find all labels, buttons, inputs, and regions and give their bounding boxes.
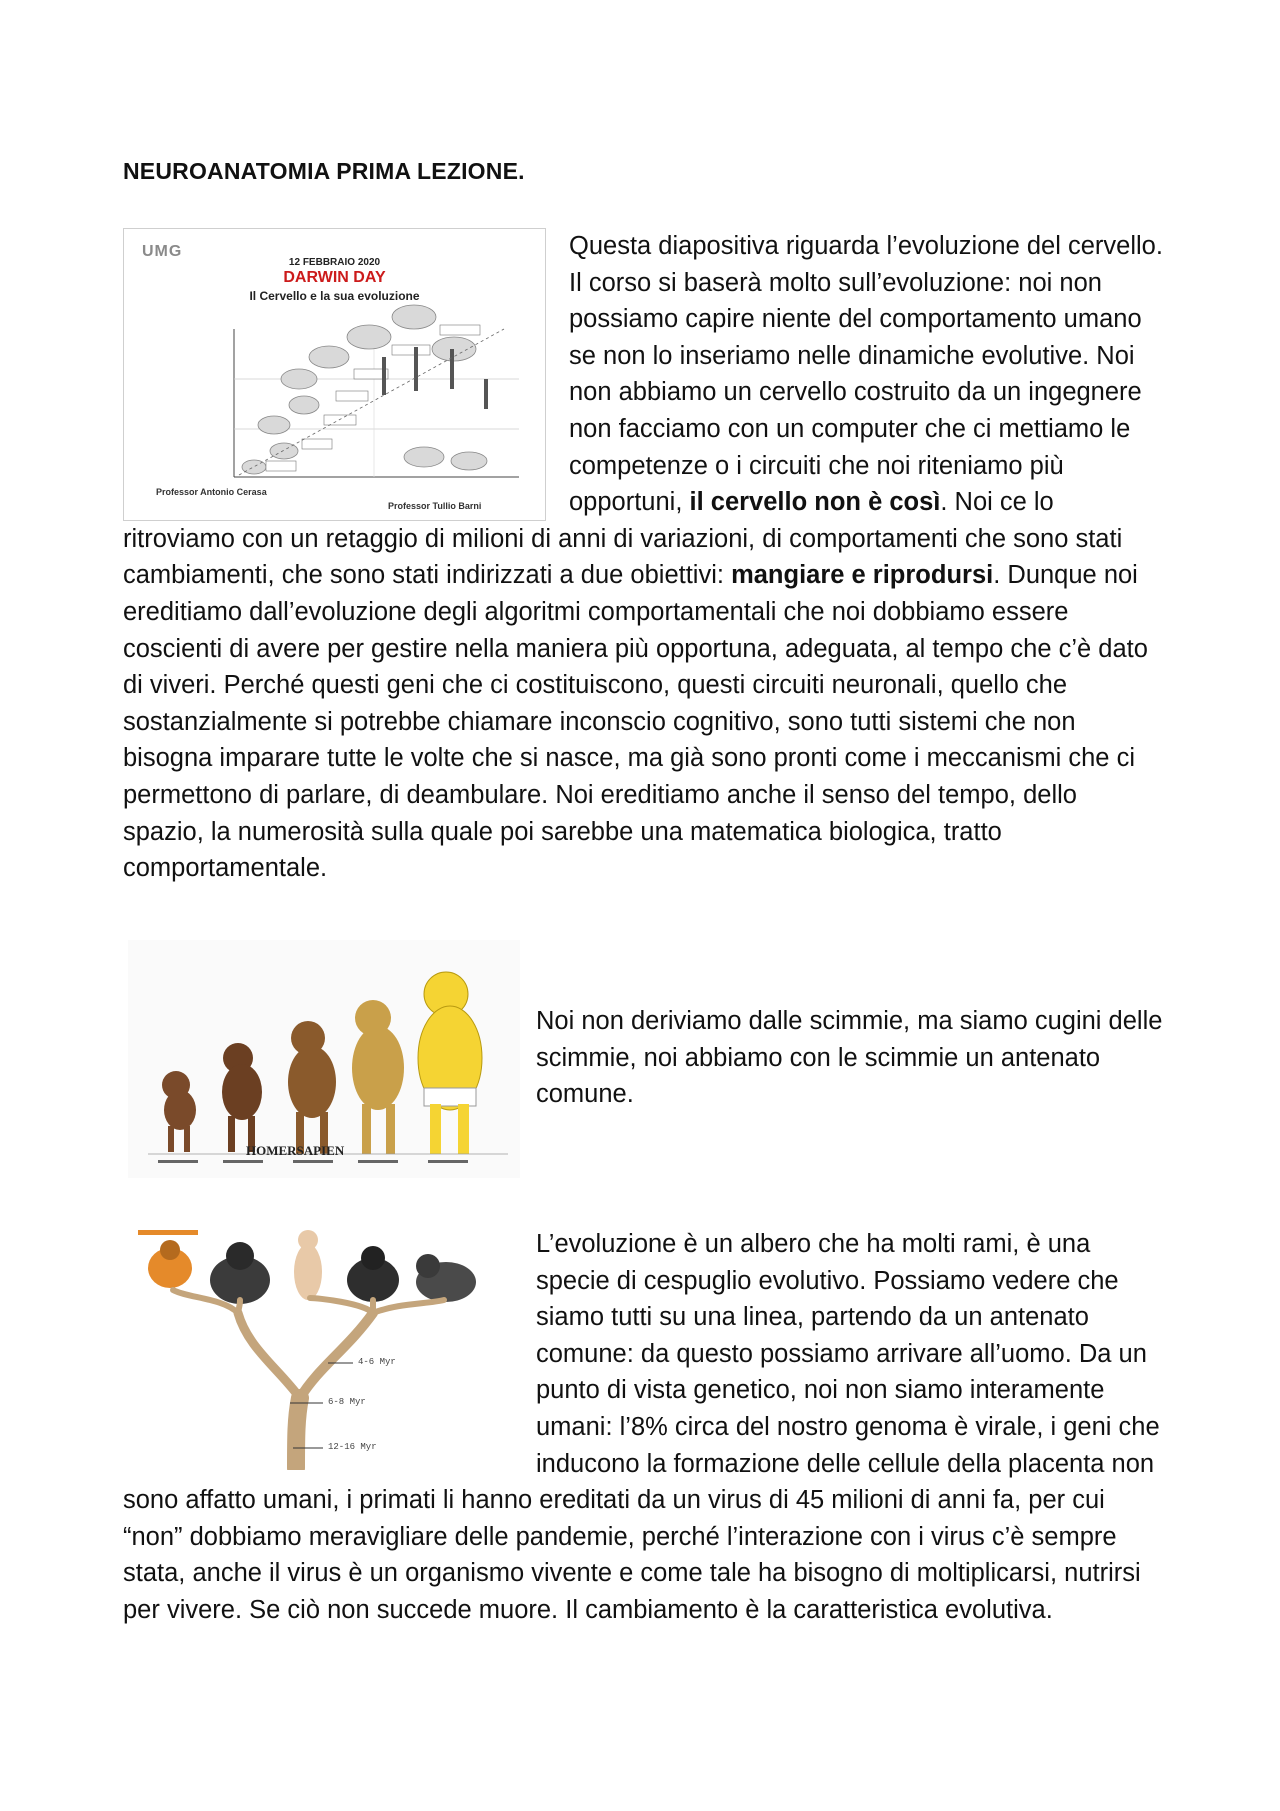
paragraph-scimmie: [536, 1003, 1166, 1113]
evolution-timeline-chart: [124, 229, 545, 520]
tree-label-myr: 12-16 Myr: [328, 1442, 377, 1452]
paragraph-text: L’evoluzione è un albero che ha molti rami, è una specie di cespuglio evolutivo. Possiamo vedere che siamo tutti su una linea, partendo da un antenato comune: da questo possiamo arrivare all’uomo. Da un punto di vista genetico, noi non siamo interamente umani: l’8% circa del nostro genoma è virale, i geni che inducono la formazione delle cellule della placenta non sono affatto umani, i primati li hanno ereditati da un virus di 45 milioni di anni fa, per cui “non” dobbiamo meravigliare delle pandemie, perché l’interazione con i virus c’è sempre stata, anche il virus è un organismo vivente e come tale ha bisogno di moltiplicarsi, nutrirsi per vivere. Se ciò non succede muore. Il cambiamento è la caratteristica evolutiva.: [123, 1230, 1160, 1624]
paragraph-text: Noi non deriviamo dalle scimmie, ma siamo cugini delle scimmie, noi abbiamo con le scimmie un antenato comune.: [536, 1007, 1163, 1109]
tree-label-myr: 6-8 Myr: [328, 1397, 366, 1407]
darwin-day-slide-image: [123, 228, 546, 521]
bold-text: il cervello non è così: [689, 488, 941, 517]
homer-evolution-image: [128, 940, 520, 1178]
primate-phylogeny-illustration: [128, 1218, 520, 1470]
slide-event-title: DARWIN DAY: [283, 269, 386, 286]
paragraph-text: . Dunque noi ereditiamo dall’evoluzione degli algoritmi comportamentali che noi dobbiamo essere coscienti di avere per gestire nella maniera più opportuna, adeguata, al tempo che c’è dato di viveri. Perché questi geni che ci costituiscono, questi circuiti neuronali, quello che sostanzialmente si potrebbe chiamare inconscio cognitivo, sono tutti sistemi che non bisogna imparare tutte le volte che si nasce, ma già sono pronti come i meccanismi che ci permettono di parlare, di deambulare. Noi ereditiamo anche il senso del tempo, dello spazio, la numerosità sulla quale poi sarebbe una matematica biologica, tratto comportamentale.: [123, 561, 1148, 883]
paragraph-text: Questa diapositiva riguarda l’evoluzione del cervello. Il corso si baserà molto sull’evoluzione: noi non possiamo capire niente del comportamento umano se non lo inseriamo nelle dinamiche evolutive. Noi non abbiamo un cervello costruito da un ingegnere non facciamo con un computer che ci mettiamo le competenze o i circuiti che noi riteniamo più opportuni,: [569, 232, 1163, 517]
bold-text: mangiare e riprodursi: [731, 561, 994, 590]
slide-speaker-left: Professor Antonio Cerasa: [156, 487, 267, 497]
slide-date: 12 FEBBRAIO 2020: [288, 257, 381, 268]
slide-subtitle: Il Cervello e la sua evoluzione: [249, 289, 420, 303]
tree-label-myr: 4-6 Myr: [358, 1357, 396, 1367]
umg-logo: UMG: [142, 243, 183, 260]
homer-caption: HOMERSAPIEN: [246, 1143, 345, 1158]
slide-speaker-right: Professor Tullio Barni: [388, 501, 482, 511]
page-title: NEUROANATOMIA PRIMA LEZIONE.: [123, 158, 525, 184]
primate-tree-image: [128, 1218, 520, 1470]
paragraph-text: . Noi ce lo ritroviamo con un retaggio di milioni di anni di variazioni, di comportamenti che sono stati cambiamenti, che sono stati indirizzati a due obiettivi:: [123, 488, 1123, 590]
